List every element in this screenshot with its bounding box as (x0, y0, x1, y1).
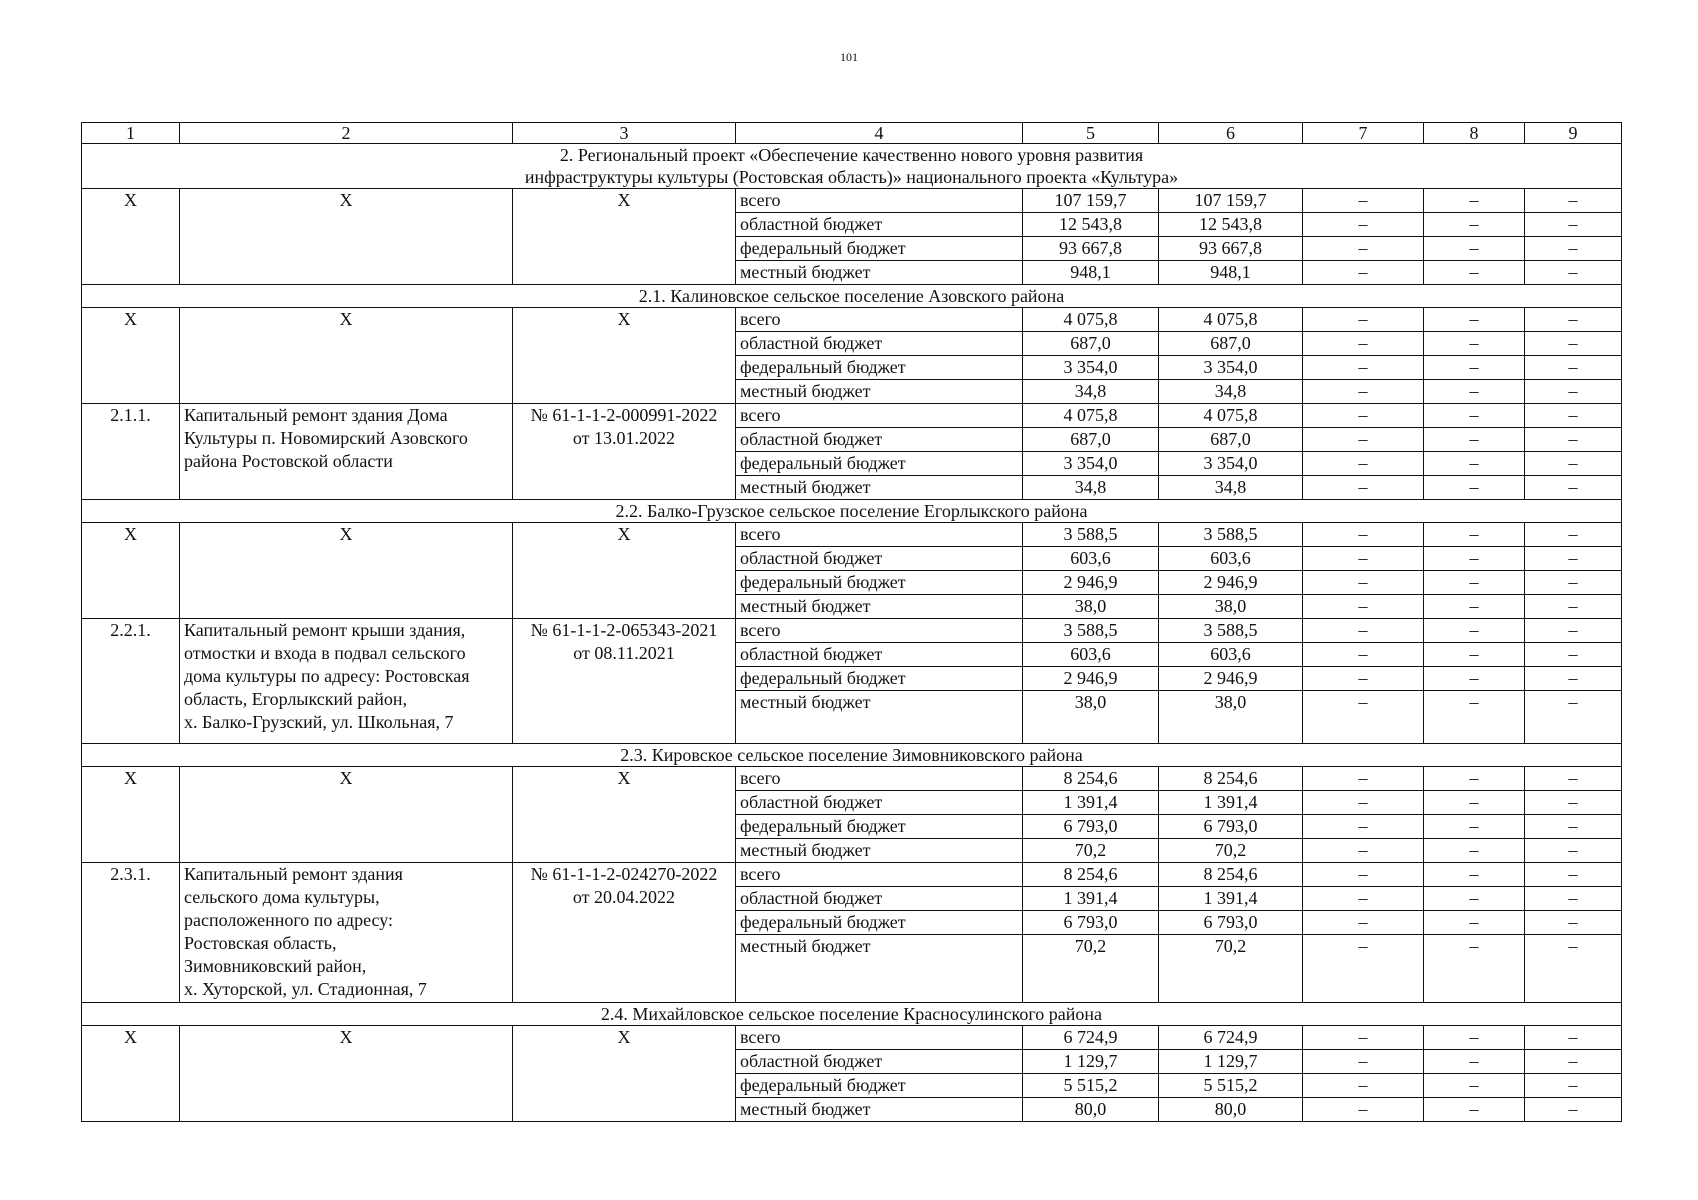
item-2-3-1-name (180, 863, 513, 1003)
budget-label: местный бюджет (736, 839, 1023, 863)
value-col7: – (1303, 261, 1424, 285)
project-total-row (82, 189, 1622, 213)
value-col6: 687,0 (1159, 332, 1303, 356)
section-3-total-row (82, 767, 1622, 791)
item-2-1-1-row (82, 404, 1622, 428)
budget-label: областной бюджет (736, 213, 1023, 237)
value-col5: 2 946,9 (1023, 667, 1159, 691)
budget-label: всего (736, 863, 1023, 887)
value-col7: – (1303, 619, 1424, 643)
value-col5: 8 254,6 (1023, 767, 1159, 791)
column-header-6: 6 (1159, 123, 1303, 144)
item-2-2-1-name-line: Капитальный ремонт крыши здания, (184, 620, 466, 640)
item-2-2-1-doc-number: № 61-1-1-2-065343-2021 (530, 620, 718, 640)
value-col5: 6 793,0 (1023, 911, 1159, 935)
value-col9: – (1525, 1074, 1622, 1098)
value-col6: 38,0 (1159, 691, 1303, 744)
value-col5: 948,1 (1023, 261, 1159, 285)
value-col7: – (1303, 523, 1424, 547)
section-2-total-number: Х (82, 523, 180, 619)
value-col5: 1 129,7 (1023, 1050, 1159, 1074)
value-col7: – (1303, 1098, 1424, 1122)
value-col5: 5 515,2 (1023, 1074, 1159, 1098)
section-heading-2 (82, 500, 1622, 523)
value-col6: 34,8 (1159, 380, 1303, 404)
budget-label: всего (736, 1026, 1023, 1050)
value-col6: 603,6 (1159, 547, 1303, 571)
value-col9: – (1525, 595, 1622, 619)
value-col9: – (1525, 213, 1622, 237)
item-2-2-1-name-line: область, Егорлыкский район, (184, 689, 408, 709)
section-heading-1 (82, 285, 1622, 308)
value-col5: 12 543,8 (1023, 213, 1159, 237)
budget-label: федеральный бюджет (736, 911, 1023, 935)
value-col7: – (1303, 428, 1424, 452)
budget-label: всего (736, 189, 1023, 213)
value-col8: – (1424, 935, 1525, 1003)
item-2-2-1-name-line: х. Балко-Грузский, ул. Школьная, 7 (184, 712, 454, 732)
value-col8: – (1424, 237, 1525, 261)
value-col9: – (1525, 863, 1622, 887)
value-col8: – (1424, 887, 1525, 911)
value-col7: – (1303, 332, 1424, 356)
value-col6: 603,6 (1159, 643, 1303, 667)
value-col7: – (1303, 767, 1424, 791)
value-col8: – (1424, 691, 1525, 744)
value-col6: 1 129,7 (1159, 1050, 1303, 1074)
budget-label: местный бюджет (736, 1098, 1023, 1122)
column-header-4: 4 (736, 123, 1023, 144)
item-2-2-1-row (82, 619, 1622, 643)
value-col6: 12 543,8 (1159, 213, 1303, 237)
value-col8: – (1424, 1050, 1525, 1074)
budget-label: федеральный бюджет (736, 1074, 1023, 1098)
section-heading-3 (82, 744, 1622, 767)
value-col5: 3 588,5 (1023, 619, 1159, 643)
column-header-3: 3 (513, 123, 736, 144)
section-heading-2-title-line: 2.2. Балко-Грузское сельское поселение Егорлыкского района (615, 501, 1088, 521)
value-col7: – (1303, 308, 1424, 332)
project-total-number: Х (82, 189, 180, 285)
project-total-document: Х (513, 189, 736, 285)
value-col7: – (1303, 1074, 1424, 1098)
item-2-3-1-document (513, 863, 736, 1003)
value-col7: – (1303, 356, 1424, 380)
value-col5: 3 588,5 (1023, 523, 1159, 547)
item-2-3-1-name-line: Ростовская область, (184, 933, 337, 953)
value-col8: – (1424, 332, 1525, 356)
section-1-total-name: Х (180, 308, 513, 404)
item-2-3-1-name-line: Зимовниковский район, (184, 956, 367, 976)
column-header-5: 5 (1023, 123, 1159, 144)
value-col6: 948,1 (1159, 261, 1303, 285)
value-col8: – (1424, 643, 1525, 667)
value-col6: 4 075,8 (1159, 404, 1303, 428)
column-header-2: 2 (180, 123, 513, 144)
value-col9: – (1525, 237, 1622, 261)
value-col7: – (1303, 691, 1424, 744)
value-col6: 80,0 (1159, 1098, 1303, 1122)
section-3-total-number: Х (82, 767, 180, 863)
value-col9: – (1525, 428, 1622, 452)
value-col5: 4 075,8 (1023, 404, 1159, 428)
value-col8: – (1424, 261, 1525, 285)
budget-label: местный бюджет (736, 261, 1023, 285)
value-col6: 38,0 (1159, 595, 1303, 619)
value-col9: – (1525, 667, 1622, 691)
value-col5: 603,6 (1023, 547, 1159, 571)
project-total-name: Х (180, 189, 513, 285)
value-col6: 93 667,8 (1159, 237, 1303, 261)
column-header-1: 1 (82, 123, 180, 144)
value-col8: – (1424, 571, 1525, 595)
value-col6: 6 793,0 (1159, 815, 1303, 839)
value-col5: 38,0 (1023, 691, 1159, 744)
value-col8: – (1424, 452, 1525, 476)
table-header-row (82, 123, 1622, 144)
value-col9: – (1525, 935, 1622, 1003)
item-2-2-1-name (180, 619, 513, 744)
budget-label: федеральный бюджет (736, 356, 1023, 380)
item-2-1-1-doc-number: № 61-1-1-2-000991-2022 (530, 405, 718, 425)
budget-label: федеральный бюджет (736, 452, 1023, 476)
value-col8: – (1424, 595, 1525, 619)
item-2-3-1-name-line: х. Хуторской, ул. Стадионная, 7 (184, 979, 427, 999)
budget-label: федеральный бюджет (736, 571, 1023, 595)
value-col5: 687,0 (1023, 332, 1159, 356)
value-col9: – (1525, 523, 1622, 547)
value-col9: – (1525, 887, 1622, 911)
section-heading-4-title-line: 2.4. Михайловское сельское поселение Красносулинского района (600, 1004, 1103, 1024)
value-col9: – (1525, 619, 1622, 643)
budget-label: всего (736, 404, 1023, 428)
value-col9: – (1525, 815, 1622, 839)
section-4-total-row (82, 1026, 1622, 1050)
item-2-1-1-document (513, 404, 736, 500)
value-col6: 4 075,8 (1159, 308, 1303, 332)
project-heading (82, 144, 1622, 189)
value-col6: 2 946,9 (1159, 667, 1303, 691)
value-col7: – (1303, 863, 1424, 887)
value-col8: – (1424, 791, 1525, 815)
value-col9: – (1525, 452, 1622, 476)
value-col7: – (1303, 1050, 1424, 1074)
budget-label: местный бюджет (736, 691, 1023, 744)
value-col5: 70,2 (1023, 839, 1159, 863)
value-col7: – (1303, 380, 1424, 404)
value-col6: 3 588,5 (1159, 523, 1303, 547)
value-col6: 107 159,7 (1159, 189, 1303, 213)
value-col6: 5 515,2 (1159, 1074, 1303, 1098)
section-1-total-document: Х (513, 308, 736, 404)
value-col9: – (1525, 547, 1622, 571)
project-heading-title-line: инфраструктуры культуры (Ростовская область)» национального проекта «Культура» (524, 167, 1179, 187)
value-col7: – (1303, 667, 1424, 691)
value-col5: 93 667,8 (1023, 237, 1159, 261)
value-col7: – (1303, 887, 1424, 911)
budget-label: областной бюджет (736, 643, 1023, 667)
item-2-1-1-number: 2.1.1. (82, 404, 180, 500)
value-col7: – (1303, 595, 1424, 619)
value-col8: – (1424, 1026, 1525, 1050)
section-heading-1-title-line: 2.1. Калиновское сельское поселение Азовского района (638, 286, 1065, 306)
section-3-total-document: Х (513, 767, 736, 863)
value-col9: – (1525, 332, 1622, 356)
value-col5: 8 254,6 (1023, 863, 1159, 887)
value-col8: – (1424, 547, 1525, 571)
value-col7: – (1303, 476, 1424, 500)
budget-label: всего (736, 619, 1023, 643)
value-col9: – (1525, 767, 1622, 791)
value-col7: – (1303, 237, 1424, 261)
value-col9: – (1525, 643, 1622, 667)
item-2-2-1-name-line: дома культуры по адресу: Ростовская (184, 666, 470, 686)
value-col9: – (1525, 1050, 1622, 1074)
value-col6: 3 354,0 (1159, 356, 1303, 380)
value-col6: 1 391,4 (1159, 791, 1303, 815)
value-col5: 1 391,4 (1023, 887, 1159, 911)
value-col6: 3 354,0 (1159, 452, 1303, 476)
column-header-8: 8 (1424, 123, 1525, 144)
value-col7: – (1303, 815, 1424, 839)
budget-label: областной бюджет (736, 547, 1023, 571)
section-2-total-document: Х (513, 523, 736, 619)
section-4-total-document: Х (513, 1026, 736, 1122)
section-heading-3-title-line: 2.3. Кировское сельское поселение Зимовниковского района (620, 745, 1083, 765)
section-2-total-row (82, 523, 1622, 547)
value-col5: 34,8 (1023, 476, 1159, 500)
section-4-total-name: Х (180, 1026, 513, 1122)
value-col8: – (1424, 1074, 1525, 1098)
value-col9: – (1525, 380, 1622, 404)
value-col5: 1 391,4 (1023, 791, 1159, 815)
budget-label: областной бюджет (736, 1050, 1023, 1074)
item-2-1-1-name (180, 404, 513, 500)
value-col8: – (1424, 356, 1525, 380)
budget-label: всего (736, 523, 1023, 547)
value-col8: – (1424, 428, 1525, 452)
value-col7: – (1303, 643, 1424, 667)
value-col5: 6 793,0 (1023, 815, 1159, 839)
value-col6: 1 391,4 (1159, 887, 1303, 911)
value-col7: – (1303, 935, 1424, 1003)
value-col8: – (1424, 213, 1525, 237)
value-col8: – (1424, 1098, 1525, 1122)
budget-label: областной бюджет (736, 332, 1023, 356)
page-number: 101 (840, 50, 858, 64)
value-col5: 38,0 (1023, 595, 1159, 619)
value-col5: 2 946,9 (1023, 571, 1159, 595)
value-col6: 8 254,6 (1159, 767, 1303, 791)
value-col8: – (1424, 523, 1525, 547)
budget-label: всего (736, 308, 1023, 332)
value-col7: – (1303, 189, 1424, 213)
value-col7: – (1303, 547, 1424, 571)
value-col9: – (1525, 189, 1622, 213)
value-col9: – (1525, 476, 1622, 500)
item-2-1-1-doc-date: от 13.01.2022 (572, 428, 676, 448)
value-col5: 603,6 (1023, 643, 1159, 667)
budget-label: областной бюджет (736, 428, 1023, 452)
section-heading-4-title (82, 1003, 1622, 1026)
value-col9: – (1525, 1098, 1622, 1122)
item-2-3-1-name-line: Капитальный ремонт здания (184, 864, 403, 884)
value-col5: 107 159,7 (1023, 189, 1159, 213)
value-col9: – (1525, 791, 1622, 815)
value-col9: – (1525, 911, 1622, 935)
value-col9: – (1525, 404, 1622, 428)
value-col8: – (1424, 839, 1525, 863)
value-col9: – (1525, 1026, 1622, 1050)
budget-label: федеральный бюджет (736, 667, 1023, 691)
section-heading-4 (82, 1003, 1622, 1026)
value-col8: – (1424, 619, 1525, 643)
section-2-total-name: Х (180, 523, 513, 619)
value-col9: – (1525, 308, 1622, 332)
value-col7: – (1303, 452, 1424, 476)
value-col9: – (1525, 261, 1622, 285)
value-col6: 6 724,9 (1159, 1026, 1303, 1050)
value-col6: 8 254,6 (1159, 863, 1303, 887)
value-col6: 687,0 (1159, 428, 1303, 452)
value-col5: 80,0 (1023, 1098, 1159, 1122)
section-3-total-name: Х (180, 767, 513, 863)
value-col5: 3 354,0 (1023, 452, 1159, 476)
value-col6: 2 946,9 (1159, 571, 1303, 595)
value-col8: – (1424, 863, 1525, 887)
value-col8: – (1424, 767, 1525, 791)
item-2-1-1-name-line: Капитальный ремонт здания Дома Культуры п. Новомирский Азовского района Ростовской области (184, 405, 468, 471)
budget-label: местный бюджет (736, 595, 1023, 619)
item-2-2-1-name-line: отмостки и входа в подвал сельского (184, 643, 466, 663)
item-2-2-1-document (513, 619, 736, 744)
value-col7: – (1303, 213, 1424, 237)
value-col8: – (1424, 380, 1525, 404)
item-2-3-1-doc-number: № 61-1-1-2-024270-2022 (530, 864, 718, 884)
item-2-2-1-doc-date: от 08.11.2021 (573, 643, 675, 663)
budget-label: местный бюджет (736, 380, 1023, 404)
column-header-7: 7 (1303, 123, 1424, 144)
value-col5: 34,8 (1023, 380, 1159, 404)
section-4-total-number: Х (82, 1026, 180, 1122)
column-header-9: 9 (1525, 123, 1622, 144)
item-2-3-1-number: 2.3.1. (82, 863, 180, 1003)
value-col9: – (1525, 356, 1622, 380)
item-2-3-1-row (82, 863, 1622, 887)
value-col8: – (1424, 815, 1525, 839)
value-col5: 687,0 (1023, 428, 1159, 452)
value-col5: 70,2 (1023, 935, 1159, 1003)
value-col7: – (1303, 1026, 1424, 1050)
item-2-2-1-number: 2.2.1. (82, 619, 180, 744)
value-col5: 3 354,0 (1023, 356, 1159, 380)
section-1-total-number: Х (82, 308, 180, 404)
project-heading-title-line: 2. Региональный проект «Обеспечение качественно нового уровня развития (559, 145, 1144, 165)
value-col8: – (1424, 667, 1525, 691)
value-col9: – (1525, 571, 1622, 595)
value-col8: – (1424, 308, 1525, 332)
project-heading-title (82, 144, 1622, 189)
value-col7: – (1303, 911, 1424, 935)
item-2-3-1-name-line: сельского дома культуры, (184, 887, 380, 907)
value-col7: – (1303, 404, 1424, 428)
budget-table (81, 122, 1622, 1122)
budget-label: федеральный бюджет (736, 237, 1023, 261)
value-col6: 34,8 (1159, 476, 1303, 500)
value-col7: – (1303, 571, 1424, 595)
budget-label: областной бюджет (736, 791, 1023, 815)
value-col6: 70,2 (1159, 839, 1303, 863)
value-col5: 4 075,8 (1023, 308, 1159, 332)
value-col8: – (1424, 911, 1525, 935)
value-col9: – (1525, 691, 1622, 744)
section-1-total-row (82, 308, 1622, 332)
budget-label: федеральный бюджет (736, 815, 1023, 839)
value-col9: – (1525, 839, 1622, 863)
item-2-3-1-doc-date: от 20.04.2022 (572, 887, 676, 907)
value-col7: – (1303, 791, 1424, 815)
budget-label: всего (736, 767, 1023, 791)
budget-label: местный бюджет (736, 476, 1023, 500)
value-col8: – (1424, 189, 1525, 213)
section-heading-1-title (82, 285, 1622, 308)
budget-label: областной бюджет (736, 887, 1023, 911)
value-col6: 6 793,0 (1159, 911, 1303, 935)
value-col7: – (1303, 839, 1424, 863)
budget-label: местный бюджет (736, 935, 1023, 1003)
section-heading-2-title (82, 500, 1622, 523)
item-2-3-1-name-line: расположенного по адресу: (184, 910, 394, 930)
value-col8: – (1424, 476, 1525, 500)
value-col8: – (1424, 404, 1525, 428)
section-heading-3-title (82, 744, 1622, 767)
value-col6: 3 588,5 (1159, 619, 1303, 643)
value-col5: 6 724,9 (1023, 1026, 1159, 1050)
value-col6: 70,2 (1159, 935, 1303, 1003)
